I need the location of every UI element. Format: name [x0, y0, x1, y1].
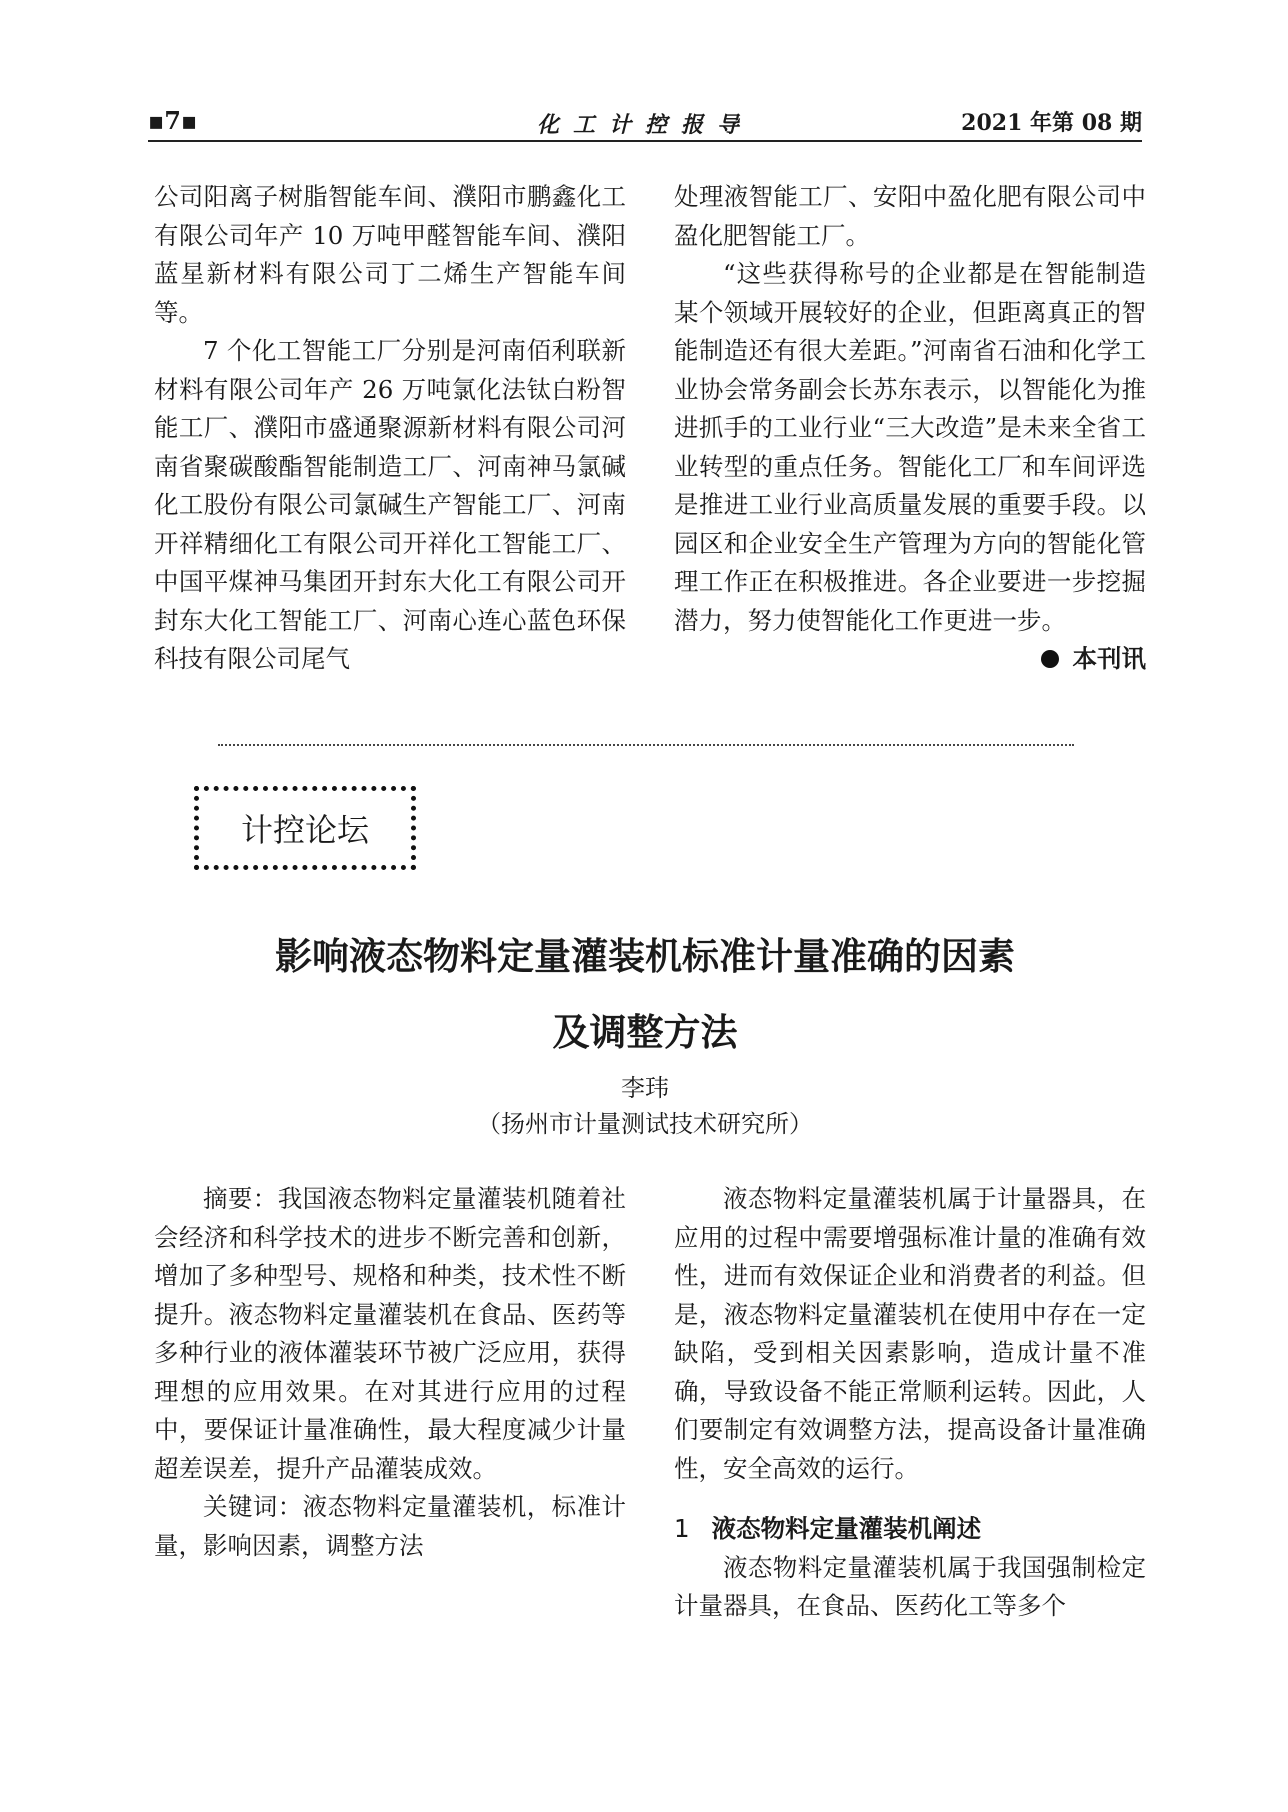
section-title: 液态物料定量灌装机阐述 [711, 1514, 982, 1543]
section-paragraph: 液态物料定量灌装机属于我国强制检定计量器具，在食品、医药化工等多个 [674, 1552, 1146, 1620]
bullet-icon [1041, 650, 1059, 668]
article-title-line1: 影响液态物料定量灌装机标准计量准确的因素 [275, 935, 1015, 978]
abstract: 摘要：我国液态物料定量灌装机随着社会经济和科学技术的进步不断完善和创新，增加了多种型号、规格和种类，技术性不断提升。液态物料定量灌装机在食品、医药等多种行业的液体灌装环节被广泛应用，获得理想的应用效果。在对其进行应用的过程中，要保证计量准确性，最大程度减少计量超差误差，提升产品灌装成效。 [154, 1184, 626, 1483]
section-label-box [194, 786, 416, 870]
issue-label: 2021 年第 08 期 [961, 110, 1142, 136]
article-affiliation: （扬州市计量测试技术研究所） [477, 1110, 813, 1138]
paragraph: 公司阳离子树脂智能车间、濮阳市鹏鑫化工有限公司年产 10 万吨甲醛智能车间、濮阳蓝星新材料有限公司丁二烯生产智能车间等。 [154, 182, 626, 327]
signoff-text: 本刊讯 [1072, 644, 1146, 673]
section-label: 计控论坛 [240, 811, 369, 849]
top-right-column [674, 178, 1146, 679]
intro-paragraph: 液态物料定量灌装机属于计量器具，在应用的过程中需要增强标准计量的准确有效性，进而有效保证企业和消费者的利益。但是，液态物料定量灌装机在使用中存在一定缺陷，受到相关因素影响，造成计量不准确，导致设备不能正常顺利运转。因此，人们要制定有效调整方法，提高设备计量准确性，安全高效的运行。 [674, 1184, 1146, 1483]
top-left-column [154, 178, 626, 679]
paragraph: “这些获得称号的企业都是在智能制造某个领域开展较好的企业，但距离真正的智能制造还有很大差距。”河南省石油和化学工业协会常务副会长苏东表示，以智能化为推进抓手的工业行业“三大改造”是未来全省工业转型的重点任务。智能化工厂和车间评选是推进工业行业高质量发展的重要手段。以园区和企业安全生产管理为方向的智能化管理工作正在积极推进。各企业要进一步挖掘潜力，努力使智能化工作更进一步。 [674, 259, 1146, 635]
bottom-left-column [154, 1180, 626, 1565]
news-signoff [674, 640, 1146, 679]
dotted-divider [218, 744, 1074, 746]
keywords: 关键词：液态物料定量灌装机，标准计量，影响因素，调整方法 [154, 1492, 626, 1560]
article-title-line2: 及调整方法 [552, 1011, 738, 1054]
page-number: ▪7▪ [148, 106, 198, 135]
section-heading [674, 1510, 1146, 1549]
paragraph: 7 个化工智能工厂分别是河南佰利联新材料有限公司年产 26 万吨氯化法钛白粉智能工厂、濮阳市盛通聚源新材料有限公司河南省聚碳酸酯智能制造工厂、河南神马氯碱化工股份有限公司氯碱生产智能工厂、河南开祥精细化工有限公司开祥化工智能工厂、中国平煤神马集团开封东大化工有限公司开封东大化工智能工厂、河南心连心蓝色环保科技有限公司尾气 [154, 336, 626, 673]
article-author: 李玮 [621, 1074, 669, 1102]
paragraph: 处理液智能工厂、安阳中盈化肥有限公司中盈化肥智能工厂。 [674, 182, 1146, 250]
bottom-right-column [674, 1180, 1146, 1626]
section-number: 1 [674, 1514, 690, 1543]
journal-name: 化工计控报导 [536, 112, 753, 138]
page-header [148, 104, 1142, 142]
